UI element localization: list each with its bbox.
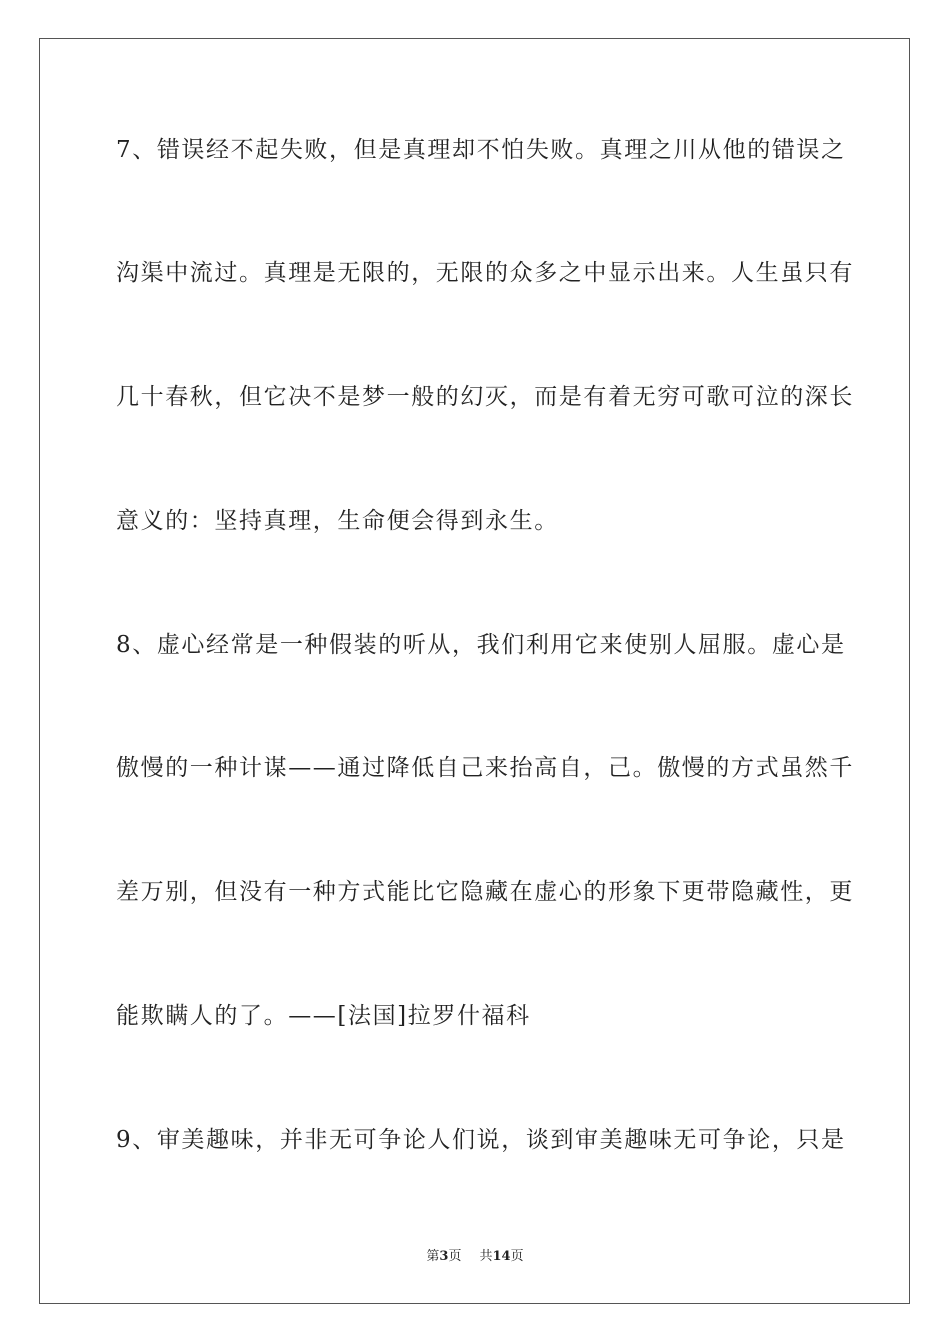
page-number: 3 bbox=[439, 1249, 449, 1264]
total-prefix: 共 bbox=[479, 1249, 493, 1264]
page-prefix: 第 bbox=[426, 1249, 440, 1264]
page-footer bbox=[0, 1248, 950, 1266]
text-line-2: 沟渠中流过。真理是无限的，无限的众多之中显示出来。人生虽只有 bbox=[116, 260, 854, 286]
text-line-8: 能欺瞒人的了。——[法国]拉罗什福科 bbox=[116, 1003, 531, 1029]
page-suffix: 页 bbox=[448, 1249, 462, 1264]
text-line-4: 意义的：坚持真理，生命便会得到永生。 bbox=[116, 508, 559, 534]
page-border bbox=[39, 38, 910, 1304]
text-line-1: 7、错误经不起失败，但是真理却不怕失败。真理之川从他的错误之 bbox=[116, 137, 846, 163]
total-suffix: 页 bbox=[510, 1249, 524, 1264]
text-line-5: 8、虚心经常是一种假装的听从，我们利用它来使别人屈服。虚心是 bbox=[116, 632, 846, 658]
text-line-6: 傲慢的一种计谋——通过降低自己来抬高自，己。傲慢的方式虽然千 bbox=[116, 755, 854, 781]
text-line-9: 9、审美趣味，并非无可争论人们说，谈到审美趣味无可争论，只是 bbox=[116, 1127, 846, 1153]
text-line-3: 几十春秋，但它决不是梦一般的幻灭，而是有着无穷可歌可泣的深长 bbox=[116, 384, 854, 410]
text-line-7: 差万别，但没有一种方式能比它隐藏在虚心的形象下更带隐藏性，更 bbox=[116, 879, 854, 905]
total-pages: 14 bbox=[492, 1249, 511, 1264]
